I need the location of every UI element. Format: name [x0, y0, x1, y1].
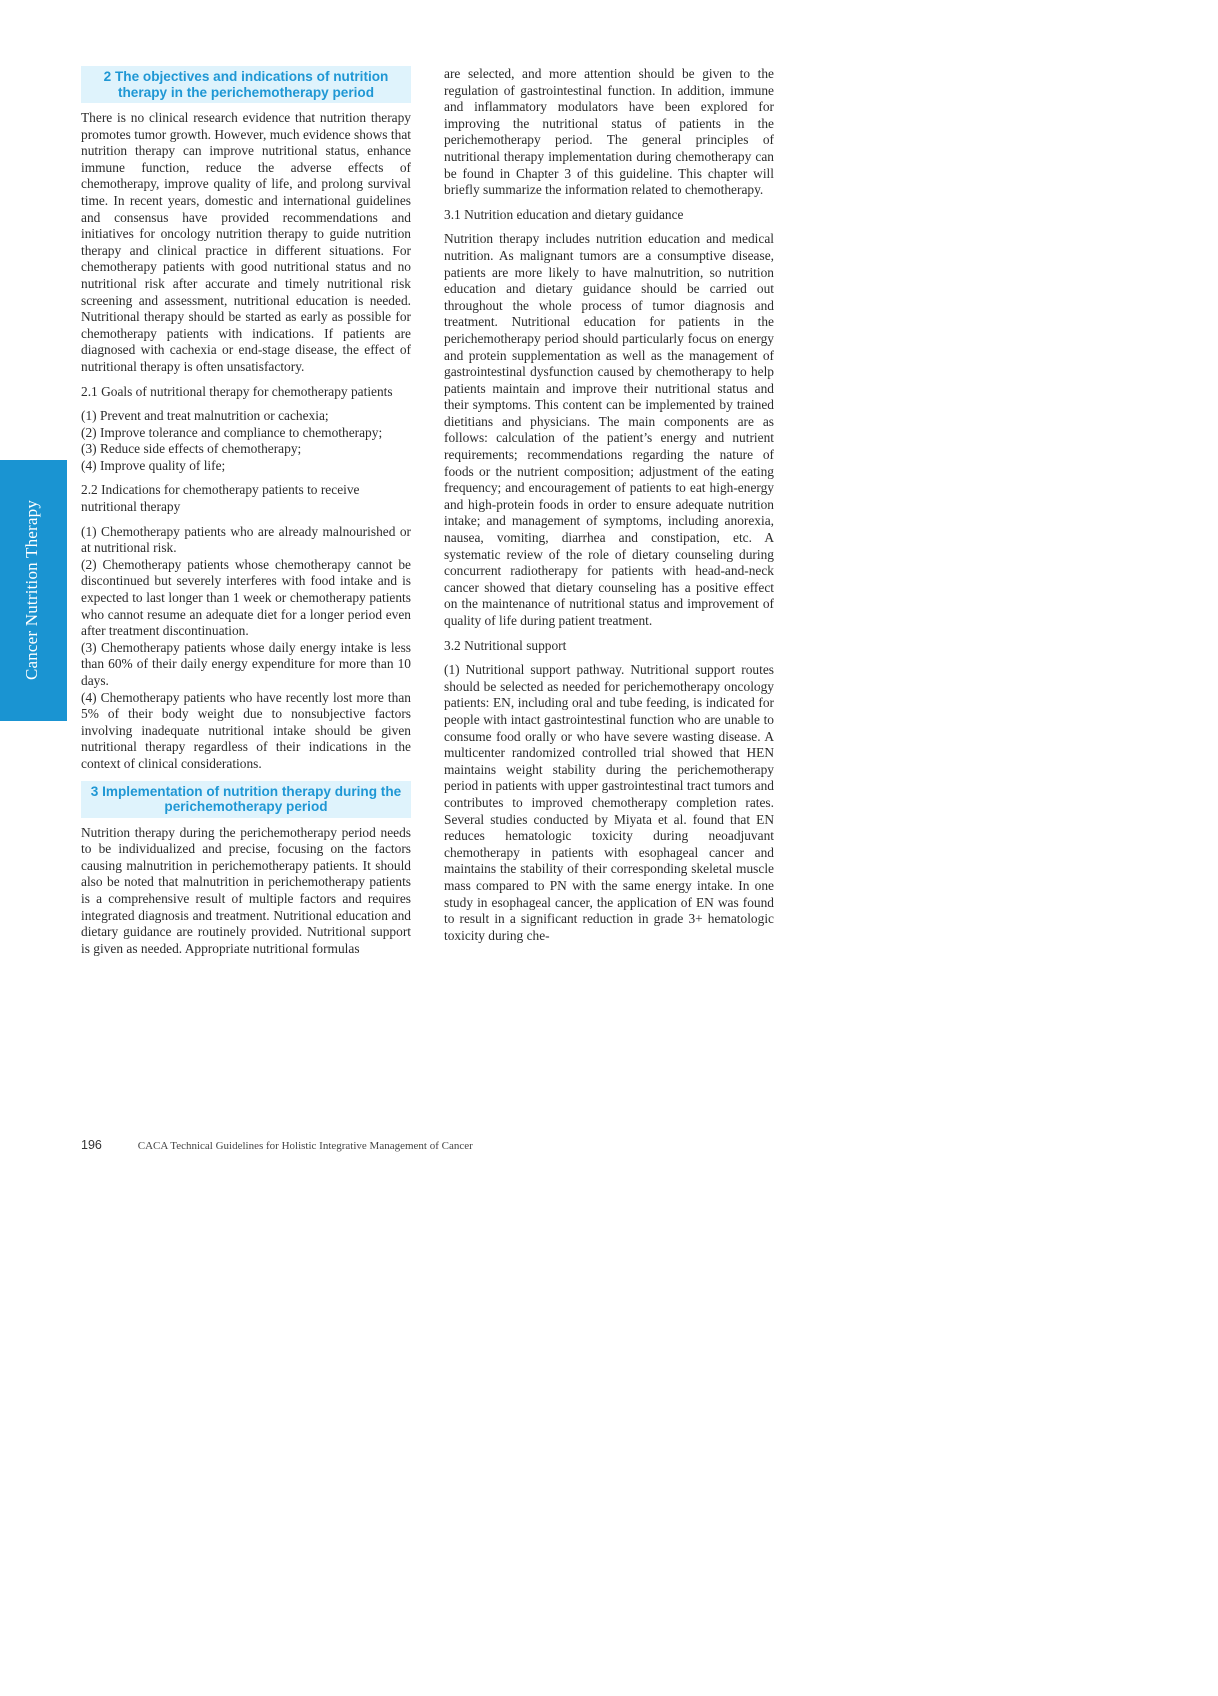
- page-footer: [81, 1138, 473, 1152]
- section-2-heading: 2 The objectives and indications of nutrition therapy in the perichemotherapy period: [81, 66, 411, 103]
- page-number: 196: [81, 1138, 102, 1152]
- left-column: [81, 66, 411, 965]
- indication-item: (2) Chemotherapy patients whose chemotherapy cannot be discontinued but severely interferes with food intake and is expected to last longer than 1 week or chemotherapy patients who cannot resume an adequate diet for a longer period even after treatment discontinuation.: [81, 556, 411, 639]
- indication-item: (3) Chemotherapy patients whose daily energy intake is less than 60% of their daily energy expenditure for more than 10 days.: [81, 639, 411, 688]
- right-column: [444, 66, 774, 952]
- running-title: CACA Technical Guidelines for Holistic Integrative Management of Cancer: [137, 1140, 473, 1152]
- subsection-2-2-heading: 2.2 Indications for chemotherapy patients to receive nutritional therapy: [81, 482, 360, 515]
- side-chapter-tab: [0, 460, 67, 721]
- subsection-3-1-text: Nutrition therapy includes nutrition education and medical nutrition. As malignant tumors are a consumptive disease, patients are more likely to have malnutrition, so nutrition education and dietary guidance should be carried out throughout the whole process of tumor diagnosis and treatment. Nutritional education for patients in the perichemotherapy period should particularly focus on energy and protein supplementation as well as the management of gastrointestinal dysfunction caused by chemotherapy to help patients maintain and improve their nutritional status and their symptoms. This content can be implemented by trained dietitians and physicians. The main components are as follows: calculation of the patient’s energy and nutrient requirements; recommendations regarding the nature of foods or the nutrient composition; adjustment of the eating frequency; and encouragement of patients to eat high-energy and high-protein foods in order to ensure adequate nutrition intake; and management of symptoms, including anorexia, nausea, vomiting, diarrhea and constipation, etc. A systematic review of the role of dietary counseling during concurrent radiotherapy for patients with head-and-neck cancer showed that dietary counseling has a positive effect on the maintenance of nutritional status and improvement of quality of life during patient treatment.: [444, 231, 774, 628]
- indication-item: (4) Chemotherapy patients who have recently lost more than 5% of their body weight due to nonsubjective factors involving inadequate nutritional intake should be given nutritional therapy regardless of their indications in the context of clinical considerations.: [81, 689, 411, 771]
- indication-item: (1) Chemotherapy patients who are already malnourished or at nutritional risk.: [81, 523, 411, 556]
- section-3-heading: 3 Implementation of nutrition therapy during the perichemotherapy period: [81, 781, 411, 818]
- subsection-3-2-text: (1) Nutritional support pathway. Nutritional support routes should be selected as needed for perichemotherapy oncology patients: EN, including oral and tube feeding, is indicated for people with intact gastrointestinal function who are unable to consume food orally or who have severe wasting disease. A multicenter randomized controlled trial showed that HEN maintains weight stability during the perichemotherapy period in patients with upper gastrointestinal tract tumors and contributes to improved chemotherapy completion rates. Several studies conducted by Miyata et al. found that EN reduces hematologic toxicity during neoadjuvant chemotherapy in patients with esophageal cancer and maintains the stability of their corresponding skeletal muscle mass compared to PN with the same energy intake. In one study in esophageal cancer, the application of EN was found to result in a significant reduction in grade 3+ hematologic toxicity during che-: [444, 662, 774, 943]
- goal-item: (4) Improve quality of life;: [81, 457, 226, 473]
- goal-item: (1) Prevent and treat malnutrition or cachexia;: [81, 408, 329, 424]
- subsection-3-2-heading: 3.2 Nutritional support: [444, 637, 567, 653]
- subsection-3-1-heading: 3.1 Nutrition education and dietary guidance: [444, 206, 684, 222]
- goal-item: (3) Reduce side effects of chemotherapy;: [81, 441, 302, 457]
- side-tab-label: Cancer Nutrition Therapy: [22, 499, 41, 681]
- section-3-intro: Nutrition therapy during the perichemotherapy period needs to be individualized and precise, focusing on the factors causing malnutrition in perichemotherapy patients. It should also be noted that malnutrition in perichemotherapy patients is a comprehensive result of multiple factors and requires integrated diagnosis and treatment. Nutritional education and dietary guidance are routinely provided. Nutritional support is given as needed. Appropriate nutritional formulas: [81, 824, 411, 956]
- subsection-2-1-heading: 2.1 Goals of nutritional therapy for chemotherapy patients: [81, 383, 393, 399]
- section-3-continued: are selected, and more attention should be given to the regulation of gastrointestinal function. In addition, immune and inflammatory modulators have been explored for improving the nutritional status of patients in the perichemotherapy period. The general principles of nutritional therapy implementation during chemotherapy can be found in Chapter 3 of this guideline. This chapter will briefly summarize the information related to chemotherapy.: [444, 66, 774, 198]
- section-2-intro: There is no clinical research evidence that nutrition therapy promotes tumor growth. However, much evidence shows that nutrition therapy can improve nutritional status, enhance immune function, reduce the adverse effects of chemotherapy, improve quality of life, and prolong survival time. In recent years, domestic and international guidelines and consensus have provided recommendations and initiatives for oncology nutrition therapy to guide nutrition therapy and clinical practice in different situations. For chemotherapy patients with good nutritional status and no nutritional risk after accurate and timely nutritional risk screening and assessment, nutritional education is needed. Nutritional therapy should be started as early as possible for chemotherapy patients with indications. If patients are diagnosed with cachexia or end-stage disease, the effect of nutritional therapy is often unsatisfactory.: [81, 110, 411, 374]
- goal-item: (2) Improve tolerance and compliance to chemotherapy;: [81, 424, 383, 440]
